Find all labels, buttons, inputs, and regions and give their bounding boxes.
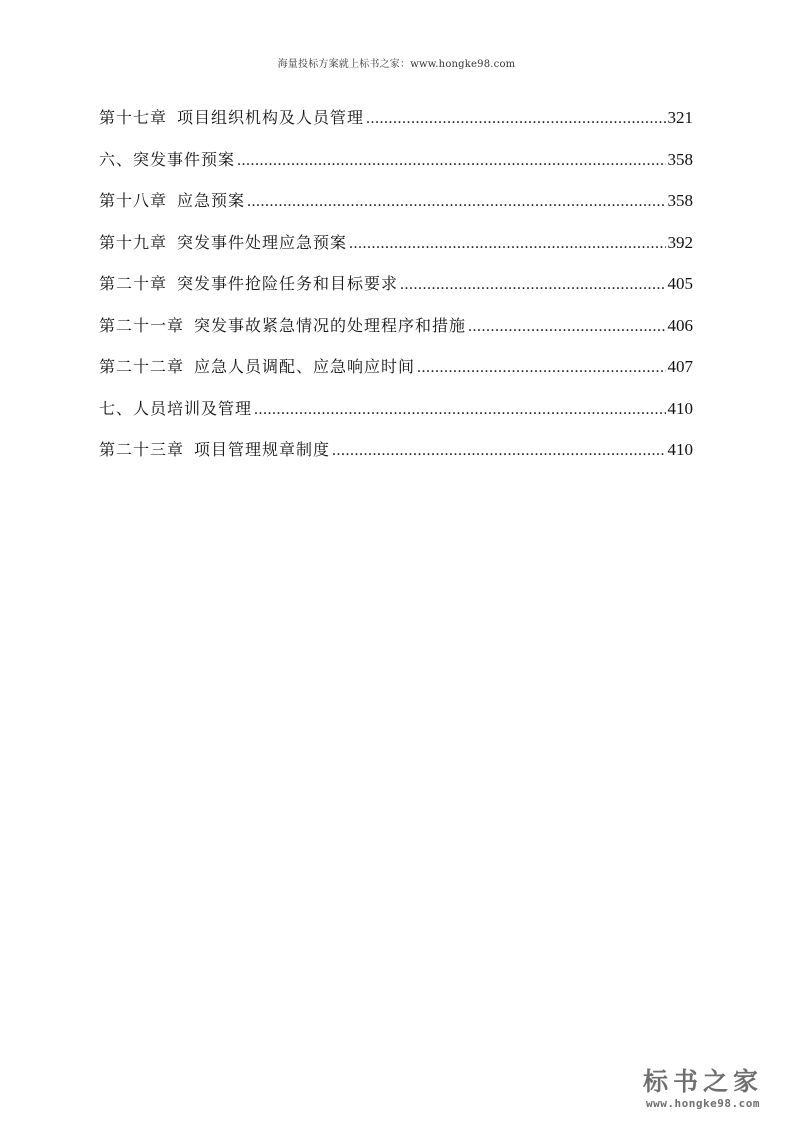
watermark-logo: [633, 1067, 773, 1110]
dot-leader: [468, 313, 665, 341]
page-header: 海量投标方案就上标书之家：www.hongke98.com: [277, 59, 516, 70]
toc-entry-page: 358: [667, 149, 693, 169]
toc-entry-chapter: 第二十三章: [99, 440, 185, 459]
toc-entry-chapter: 第二十章: [99, 274, 168, 293]
dot-leader: [349, 230, 665, 258]
dot-leader: [417, 354, 665, 382]
toc-entry[interactable]: [99, 229, 693, 271]
toc-entry-title: [99, 229, 347, 257]
toc-entry-title: [99, 187, 245, 215]
toc-entry-page: 358: [667, 191, 693, 210]
toc-entry-heading: 突发事件处理应急预案: [177, 232, 348, 252]
toc-entry-title: [99, 436, 330, 464]
toc-entry[interactable]: [99, 146, 693, 188]
toc-entry-heading: 突发事故紧急情况的处理程序和措施: [194, 315, 467, 335]
toc-entry-chapter: 第二十二章: [99, 357, 185, 376]
toc-entry[interactable]: [99, 270, 693, 312]
toc-entry-heading: 七、人员培训及管理: [99, 398, 253, 418]
dot-leader: [332, 437, 665, 465]
toc-entry[interactable]: [99, 187, 693, 229]
toc-entry[interactable]: [99, 353, 693, 395]
toc-entry-title: [99, 270, 398, 298]
toc-entry-chapter: 第二十一章: [99, 315, 185, 335]
toc-entry-heading: 应急预案: [177, 191, 246, 210]
toc-entry-page: 410: [667, 440, 693, 459]
toc-entry-title: [99, 146, 235, 174]
toc-entry-page: 405: [667, 274, 693, 293]
toc-entry-heading: 项目组织机构及人员管理: [177, 108, 365, 127]
toc-entry[interactable]: [99, 104, 693, 146]
dot-leader: [247, 188, 665, 216]
table-of-contents: [99, 104, 693, 478]
toc-entry-page: 407: [667, 357, 693, 376]
toc-entry-heading: 项目管理规章制度: [194, 440, 331, 459]
toc-entry-heading: 突发事件抢险任务和目标要求: [177, 274, 399, 293]
toc-entry-title: [99, 353, 415, 381]
dot-leader: [366, 105, 665, 133]
dot-leader: [254, 396, 665, 424]
toc-entry-title: [99, 104, 364, 132]
dot-leader: [237, 147, 665, 175]
toc-entry-page: 392: [667, 232, 693, 252]
toc-entry-title: [99, 395, 252, 423]
toc-entry[interactable]: [99, 395, 693, 437]
toc-entry-heading: 六、突发事件预案: [99, 149, 236, 169]
toc-entry[interactable]: [99, 436, 693, 478]
watermark-logo-url: www.hongke98.com: [646, 1097, 760, 1110]
toc-entry-chapter: 第十九章: [99, 232, 168, 252]
toc-entry-heading: 应急人员调配、应急响应时间: [194, 357, 416, 376]
toc-entry[interactable]: [99, 312, 693, 354]
toc-entry-page: 321: [667, 108, 693, 127]
toc-entry-chapter: 第十八章: [99, 191, 168, 210]
toc-entry-page: 410: [667, 398, 693, 418]
toc-entry-chapter: 第十七章: [99, 108, 168, 127]
toc-entry-page: 406: [667, 315, 693, 335]
dot-leader: [400, 271, 665, 299]
watermark-logo-name: 标书之家: [642, 1067, 763, 1096]
toc-entry-title: [99, 312, 466, 340]
